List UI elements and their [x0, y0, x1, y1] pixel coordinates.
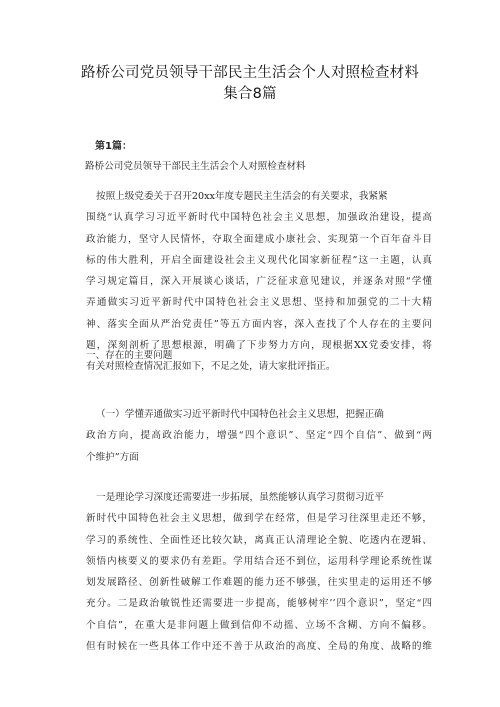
text-line: 神、落实全面从严治党责任”等五方面内容，深入查找了个人存在的主要问	[86, 318, 432, 330]
text-line: 划发展路径、创新性破解工作难题的能力还不够强，往实里走的运用还不够	[86, 577, 432, 589]
text-line: 弄通做实习近平新时代中国特色社会主义思想、坚持和加强党的二十大精	[86, 297, 432, 309]
text-line: 题，深刻剖析了思想根源，明确了下步努力方向，现根据XX党委安排，将	[86, 340, 432, 352]
text-line: 领悟内核要义的要求仍有差距。学用结合还不到位，运用科学理论系统性谋	[86, 555, 432, 567]
text-line: 有关对照检查情况汇报如下，不足之处，请大家批评指正。	[86, 361, 336, 373]
text-line: 围绕“认真学习习近平新时代中国特色社会主义思想，加强政治建设，提高	[86, 212, 432, 224]
text-line: 个自信”，在重大是非问题上做到信仰不动摇、立场不含糊、方向不偏移。	[86, 619, 432, 631]
text-line: 但有时候在一些具体工作中还不善于从政治的高度、全局的角度、战略的维	[86, 641, 432, 653]
article-subtitle: 路桥公司党员领导干部民主生活会个人对照检查材料	[85, 161, 306, 172]
text-line: 新时代中国特色社会主义思想，做到学在经常，但是学习往深里走还不够，	[86, 513, 432, 525]
text-line: 学习规定篇目，深入开展谈心谈话，广泛征求意见建议，并逐条对照“学懂	[86, 276, 432, 288]
body-paragraph	[86, 487, 432, 657]
text-line: 学习的系统性、全面性还比较欠缺，离真正认清理论全貌、吃透内在逻辑、	[86, 534, 432, 546]
text-line: 充分。二是政治敏锐性还需要进一步提高，能够树牢’’四个意识”，坚定“四	[86, 598, 432, 610]
text-line: 一是理论学习深度还需要进一步拓展，虽然能够认真学习贯彻习近平	[96, 492, 384, 503]
title-line-1: 路桥公司党员领导干部民主生活会个人对照检查材料	[80, 65, 420, 81]
title-line-2: 集合8篇	[223, 86, 277, 102]
document-title	[60, 63, 440, 105]
text-line: 按照上级党委关于召开20xx年度专题民主生活会的有关要求，我紧紧	[96, 191, 388, 202]
subsection-paragraph	[86, 404, 432, 468]
text-line: 政治方向，提高政治能力，增强“四个意识”、坚定“四个自信”、做到“两	[86, 430, 432, 442]
section-heading: 一、存在的主要问题	[86, 350, 173, 361]
part-label: 第1篇：	[95, 141, 132, 152]
text-line: 标的伟大胜利，开启全面建设社会主义现代化国家新征程”这一主题，认真	[86, 254, 432, 266]
text-line: 政治能力，坚守人民情怀，夺取全面建成小康社会、实现第一个百年奋斗目	[86, 233, 432, 245]
text-line: 个维护”方面	[86, 451, 139, 463]
text-line: （一）学懂弄通做实习近平新时代中国特色社会主义思想，把握正确	[96, 409, 384, 420]
